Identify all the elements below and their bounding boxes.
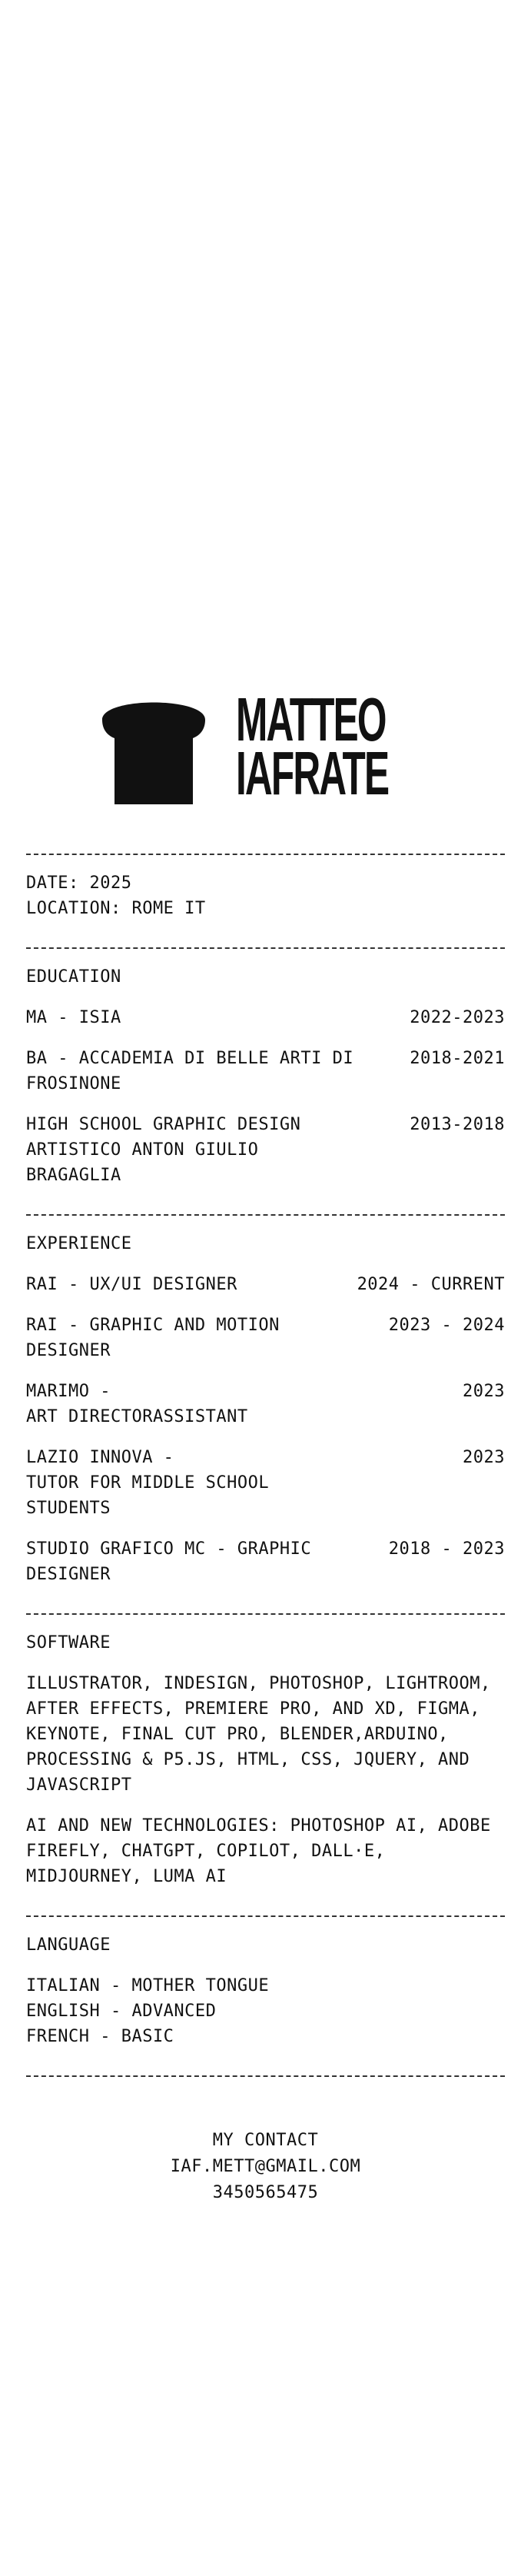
education-title: EDUCATION [26,967,121,987]
education-entry [26,1005,505,1030]
meta-block [26,870,505,921]
last-name: IAFRATE [235,739,388,807]
education-entry-dates: 2013-2018 [410,1115,505,1134]
experience-entry-dates: 2024 - CURRENT [357,1275,505,1294]
software-title: SOFTWARE [26,1633,111,1652]
ai-tools-list: AI AND NEW TECHNOLOGIES: PHOTOSHOP AI, ADOBE FIREFLY, CHATGPT, COPILOT, DALL·E, MIDJOURNEY, LUMA AI [26,1816,491,1886]
education-entry-dates: 2018-2021 [410,1049,505,1068]
language-item: FRENCH - BASIC [26,2027,174,2046]
education-entry-title: BA - ACCADEMIA DI BELLE ARTI DI FROSINONE [26,1049,354,1093]
language-title: LANGUAGE [26,1935,111,1955]
experience-entry [26,1536,505,1587]
experience-entry-title [26,1445,357,1521]
experience-entry-dates: 2023 [463,1382,505,1401]
experience-entry-dates: 2018 - 2023 [388,1539,505,1559]
date-label: DATE: 2025 [26,874,132,893]
contact-title: MY CONTACT [212,2131,319,2150]
contact-block [26,2128,505,2206]
experience-entry-dates: 2023 [463,1448,505,1467]
divider [26,1603,505,1615]
experience-title: EXPERIENCE [26,1234,132,1253]
language-list [26,1973,505,2049]
divider [26,937,505,949]
location-label: LOCATION: ROME IT [26,899,206,918]
experience-entry [26,1379,505,1429]
resume-body [26,843,505,2206]
education-entry-dates: 2022-2023 [410,1008,505,1027]
experience-company: MARIMO - [26,1382,111,1401]
experience-entry [26,1272,505,1297]
experience-entry-dates: 2023 - 2024 [388,1316,505,1335]
language-item: ITALIAN - MOTHER TONGUE [26,1976,270,1995]
experience-entry [26,1445,505,1521]
experience-company: LAZIO INNOVA - [26,1448,174,1467]
bread-slice-icon [96,689,211,804]
contact-phone[interactable]: 3450565475 [212,2183,319,2202]
resume-header [0,685,531,807]
language-item: ENGLISH - ADVANCED [26,2002,217,2021]
contact-email[interactable]: IAF.METT@GMAIL.COM [170,2157,361,2176]
software-list: ILLUSTRATOR, INDESIGN, PHOTOSHOP, LIGHTROOM, AFTER EFFECTS, PREMIERE PRO, AND XD, FIGMA, KEYNOTE, FINAL CUT PRO, BLENDER,ARDUINO, PROCESSING & P5.JS, HTML, CSS, JQUERY, AND JAVASCRIPT [26,1674,491,1795]
experience-role: ART DIRECTORASSISTANT [26,1407,248,1426]
education-entry-title: HIGH SCHOOL GRAPHIC DESIGN ARTISTICO ANTON GIULIO BRAGAGLIA [26,1115,301,1185]
divider [26,843,505,855]
experience-entry-title: STUDIO GRAFICO MC - GRAPHIC DESIGNER [26,1539,312,1584]
first-name: MATTEO [235,685,386,754]
experience-entry [26,1313,505,1363]
experience-entry-title: RAI - UX/UI DESIGNER [26,1275,237,1294]
experience-role: TUTOR FOR MIDDLE SCHOOL STUDENTS [26,1473,270,1518]
education-entry-title: MA - ISIA [26,1008,121,1027]
divider [26,2065,505,2077]
education-entry [26,1112,505,1188]
name-lockup [235,685,388,807]
experience-entry-title: RAI - GRAPHIC AND MOTION DESIGNER [26,1316,280,1360]
divider [26,1203,505,1216]
experience-entry-title [26,1379,357,1429]
divider [26,1905,505,1917]
education-entry [26,1046,505,1097]
